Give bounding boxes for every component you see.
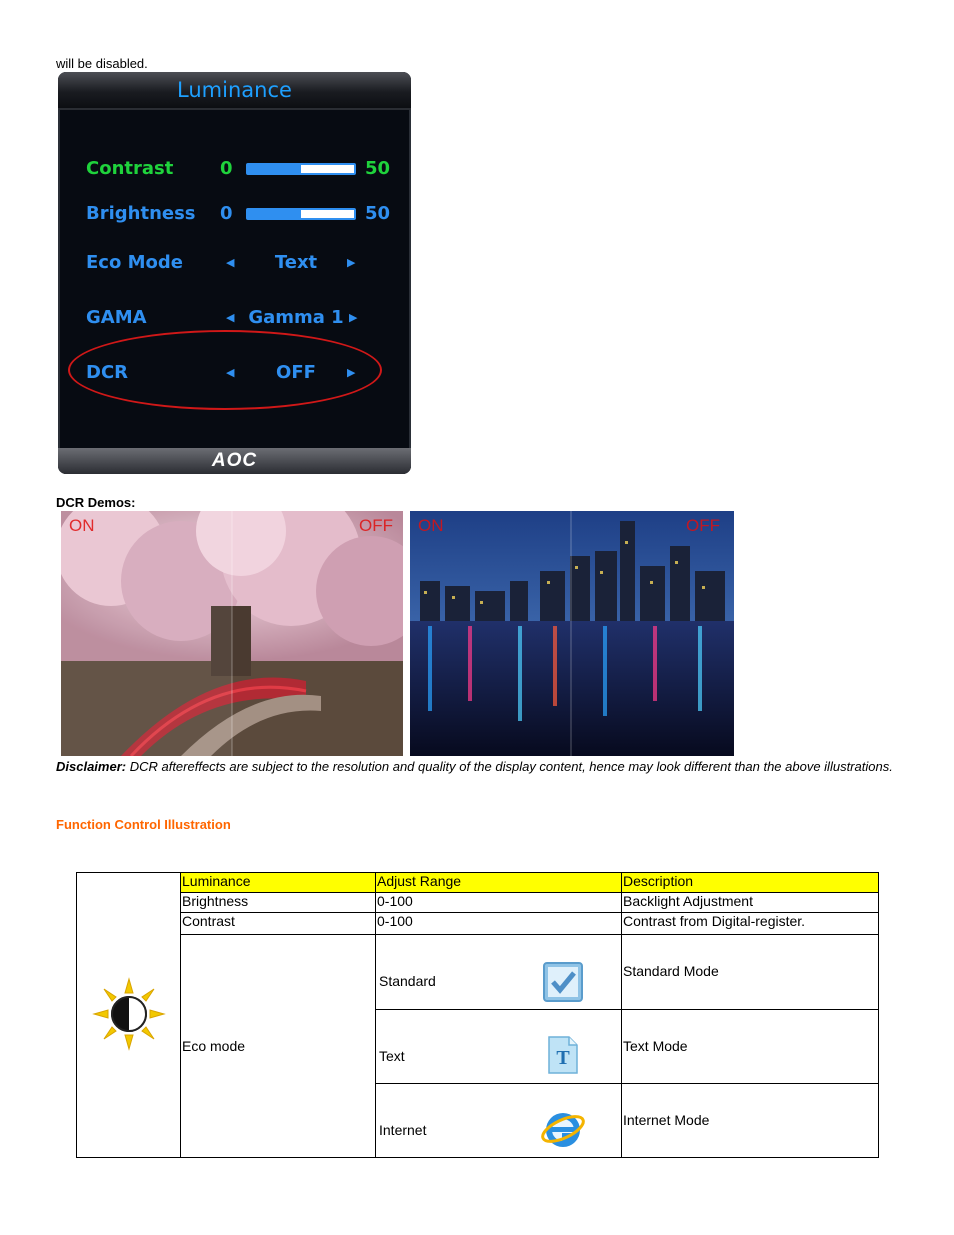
eco-internet-label: Internet (379, 1122, 427, 1138)
osd-title: Luminance (177, 78, 292, 102)
eco-internet-cell (376, 1084, 622, 1158)
aoc-logo: AOC (211, 450, 258, 471)
dcr-demo-city-image (410, 511, 734, 756)
checkbox-icon (542, 961, 584, 1003)
osd-brightness-max: 50 (365, 203, 391, 224)
row-brightness-range: 0-100 (376, 893, 622, 913)
row-brightness-description: Backlight Adjustment (622, 893, 879, 913)
svg-text:T: T (556, 1047, 570, 1069)
osd-eco-label: Eco Mode (86, 252, 183, 273)
row-brightness-name: Brightness (181, 893, 376, 913)
osd-dcr-right-arrow-icon: ▶ (347, 367, 356, 379)
osd-gama-value: Gamma 1 (248, 307, 344, 328)
internet-explorer-icon (540, 1106, 586, 1152)
eco-standard-label: Standard (379, 973, 436, 989)
eco-internet-description: Internet Mode (622, 1084, 879, 1158)
header-description: Description (622, 873, 879, 893)
row-contrast-range: 0-100 (376, 913, 622, 935)
eco-text-description: Text Mode (622, 1010, 879, 1084)
osd-dcr-value: OFF (276, 362, 316, 383)
osd-gama-left-arrow-icon: ◀ (226, 312, 235, 324)
dcr-demos-heading: DCR Demos: (56, 495, 136, 510)
city-skyline-illustration (410, 511, 734, 756)
row-contrast-name: Contrast (181, 913, 376, 935)
osd-brightness-min: 0 (220, 203, 233, 224)
osd-brightness-slider (246, 208, 356, 220)
osd-dcr-left-arrow-icon: ◀ (226, 367, 235, 379)
osd-eco-right-arrow-icon: ▶ (347, 257, 356, 269)
osd-gama-right-arrow-icon: ▶ (349, 312, 358, 324)
dcr-highlight-ring (68, 330, 382, 410)
osd-contrast-fill (248, 165, 301, 173)
demo1-off-label: OFF (359, 516, 393, 535)
table-row (77, 913, 879, 935)
osd-footer (58, 448, 411, 474)
eco-text-cell (376, 1010, 622, 1084)
blossom-bridge-illustration (61, 511, 403, 756)
header-adjust-range: Adjust Range (376, 873, 622, 893)
section-title: Function Control Illustration (56, 817, 231, 832)
osd-luminance-menu (58, 72, 411, 474)
osd-dcr-label: DCR (86, 362, 129, 383)
disclaimer-text: DCR aftereffects are subject to the resolution and quality of the display content, hence may look different than the above illustrations. (126, 759, 893, 774)
icon-cell (77, 873, 181, 1158)
intro-text: will be disabled. (56, 56, 148, 71)
osd-eco-left-arrow-icon: ◀ (226, 257, 235, 269)
osd-gama-label: GAMA (86, 307, 147, 328)
osd-contrast-min: 0 (220, 158, 233, 179)
function-control-table (76, 872, 879, 1158)
osd-title-bar (58, 72, 411, 110)
text-document-icon (547, 1035, 579, 1075)
osd-contrast-slider (246, 163, 356, 175)
header-luminance: Luminance (181, 873, 376, 893)
eco-mode-name: Eco mode (181, 935, 376, 1158)
brightness-contrast-icon (92, 977, 166, 1051)
osd-brightness-label: Brightness (86, 203, 196, 224)
disclaimer (56, 759, 896, 775)
osd-brightness-fill (248, 210, 301, 218)
eco-standard-cell (376, 935, 622, 1010)
osd-contrast-max: 50 (365, 158, 391, 179)
table-row (77, 935, 879, 1010)
row-contrast-description: Contrast from Digital-register. (622, 913, 879, 935)
eco-standard-description: Standard Mode (622, 935, 879, 1010)
table-row (77, 893, 879, 913)
demo2-off-label: OFF (686, 516, 720, 535)
demo2-on-label: ON (418, 516, 444, 535)
osd-eco-value: Text (274, 252, 318, 273)
disclaimer-label: Disclaimer: (56, 759, 127, 774)
eco-text-label: Text (379, 1048, 405, 1064)
demo1-on-label: ON (69, 516, 95, 535)
dcr-demo-blossom-image (61, 511, 403, 756)
osd-contrast-label: Contrast (86, 158, 174, 179)
